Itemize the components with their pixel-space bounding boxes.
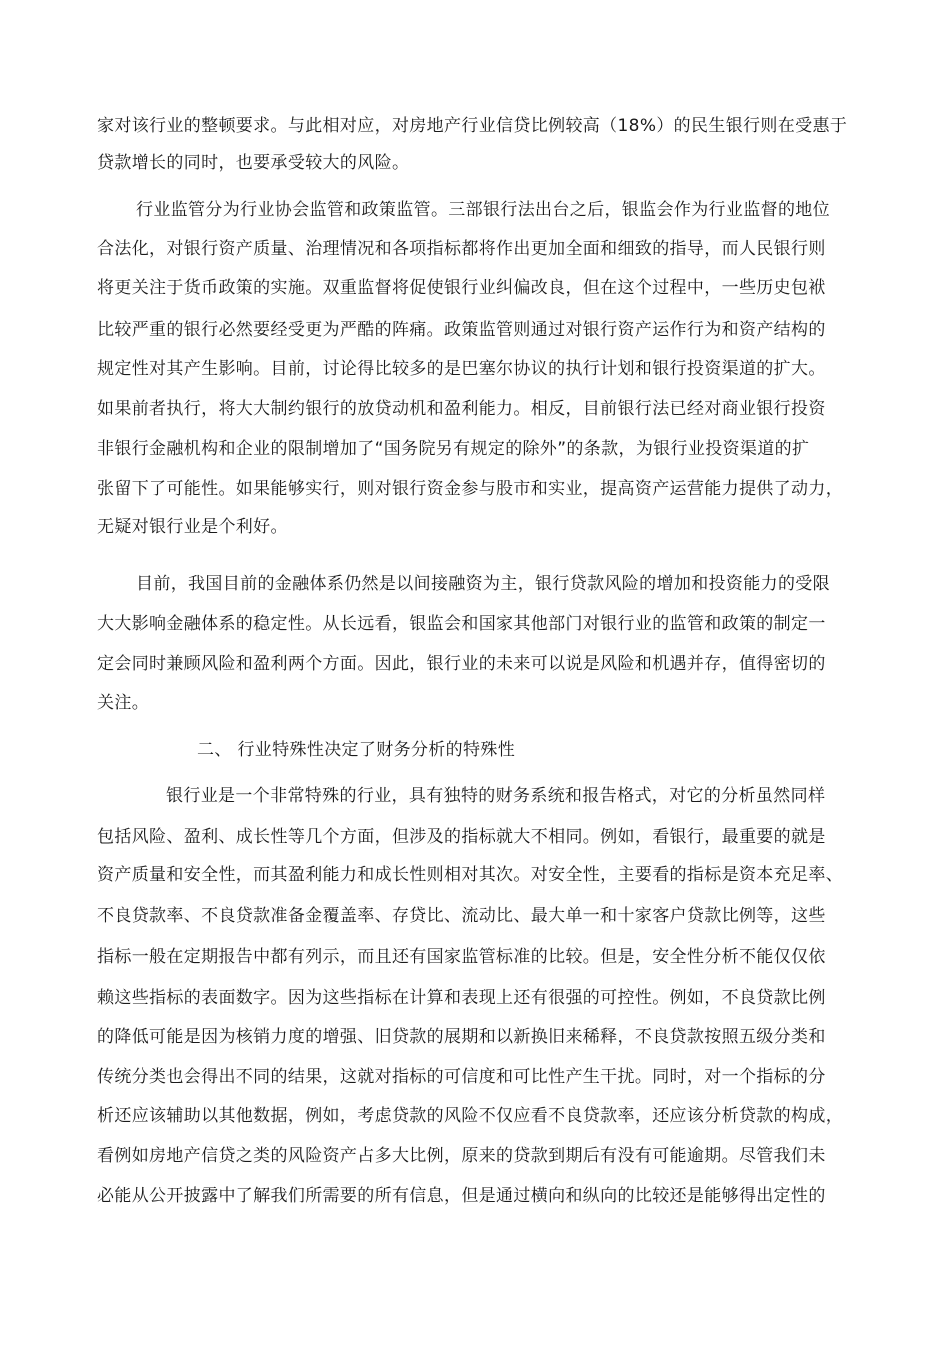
paragraph-1-line: 家对该行业的整顿要求。与此相对应，对房地产行业信贷比例较高（18%）的民生银行则在受惠于: [97, 116, 848, 136]
paragraph-4-line: 看例如房地产信贷之类的风险资产占多大比例，原来的贷款到期后有没有可能逾期。尽管我们未: [97, 1146, 826, 1166]
paragraph-4-line: 不良贷款率、不良贷款准备金覆盖率、存贷比、流动比、最大单一和十家客户贷款比例等，这些: [97, 906, 826, 926]
paragraph-3-line: 目前，我国目前的金融体系仍然是以间接融资为主，银行贷款风险的增加和投资能力的受限: [136, 574, 830, 594]
paragraph-4-line: 传统分类也会得出不同的结果，这就对指标的可信度和可比性产生干扰。同时，对一个指标的分: [97, 1067, 826, 1087]
paragraph-2-line: 张留下了可能性。如果能够实行，则对银行资金参与股市和实业，提高资产运营能力提供了动力，: [97, 479, 844, 499]
paragraph-3-line: 大大影响金融体系的稳定性。从长远看，银监会和国家其他部门对银行业的监管和政策的制定一: [97, 614, 826, 634]
paragraph-2-line: 非银行金融机构和企业的限制增加了“国务院另有规定的除外”的条款，为银行业投资渠道的扩: [97, 439, 810, 459]
paragraph-2-line: 如果前者执行，将大大制约银行的放贷动机和盈利能力。相反，目前银行法已经对商业银行投资: [97, 399, 826, 419]
paragraph-4-line: 析还应该辅助以其他数据，例如，考虑贷款的风险不仅应看不良贷款率，还应该分析贷款的构成，: [97, 1106, 844, 1126]
paragraph-2-line: 规定性对其产生影响。目前，讨论得比较多的是巴塞尔协议的执行计划和银行投资渠道的扩大。: [97, 359, 826, 379]
paragraph-3-line: 定会同时兼顾风险和盈利两个方面。因此，银行业的未来可以说是风险和机遇并存，值得密切的: [97, 654, 826, 674]
paragraph-4-line: 银行业是一个非常特殊的行业，具有独特的财务系统和报告格式，对它的分析虽然同样: [166, 786, 826, 806]
paragraph-2-line: 行业监管分为行业协会监管和政策监管。三部银行法出台之后，银监会作为行业监督的地位: [136, 200, 830, 220]
paragraph-2-line: 比较严重的银行必然要经受更为严酷的阵痛。政策监管则通过对银行资产运作行为和资产结构的: [97, 320, 826, 340]
paragraph-4-line: 包括风险、盈利、成长性等几个方面，但涉及的指标就大不相同。例如，看银行，最重要的就是: [97, 827, 826, 847]
section-heading: 二、 行业特殊性决定了财务分析的特殊性: [197, 740, 516, 760]
paragraph-4-line: 必能从公开披露中了解我们所需要的所有信息，但是通过横向和纵向的比较还是能够得出定性的: [97, 1186, 826, 1206]
paragraph-3-line: 关注。: [97, 693, 150, 713]
paragraph-2-line: 将更关注于货币政策的实施。双重监督将促使银行业纠偏改良，但在这个过程中，一些历史包袱: [97, 278, 826, 298]
paragraph-4-line: 赖这些指标的表面数字。因为这些指标在计算和表现上还有很强的可控性。例如，不良贷款比例: [97, 988, 826, 1008]
paragraph-1-line: 贷款增长的同时，也要承受较大的风险。: [97, 153, 410, 173]
paragraph-2-line: 无疑对银行业是个利好。: [97, 517, 288, 537]
paragraph-4-line: 资产质量和安全性，而其盈利能力和成长性则相对其次。对安全性，主要看的指标是资本充足率、: [97, 865, 844, 885]
paragraph-2-line: 合法化，对银行资产质量、治理情况和各项指标都将作出更加全面和细致的指导，而人民银行则: [97, 239, 826, 259]
paragraph-4-line: 的降低可能是因为核销力度的增强、旧贷款的展期和以新换旧来稀释，不良贷款按照五级分类和: [97, 1027, 826, 1047]
paragraph-4-line: 指标一般在定期报告中都有列示，而且还有国家监管标准的比较。但是，安全性分析不能仅仅依: [97, 947, 826, 967]
